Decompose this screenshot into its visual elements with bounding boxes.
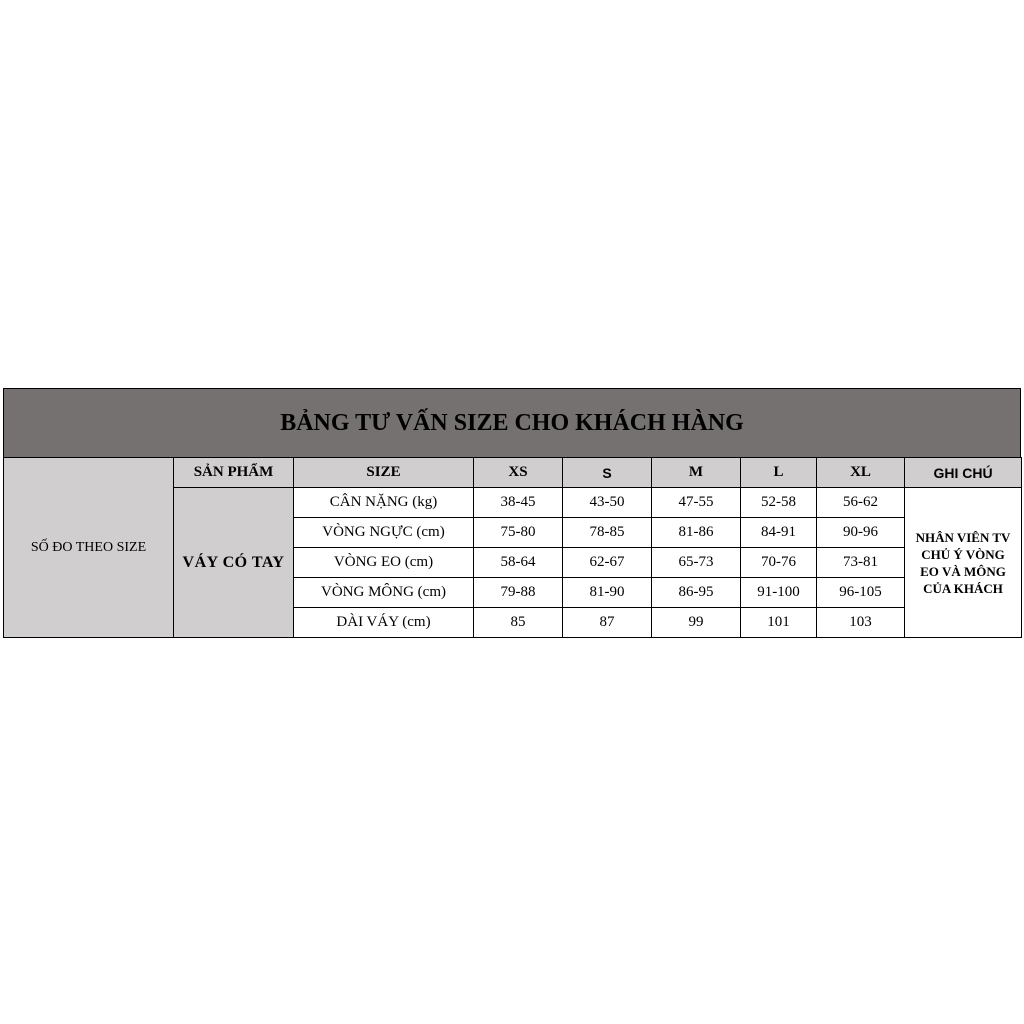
header-note: GHI CHÚ xyxy=(905,458,1022,488)
note-line: NHÂN VIÊN TV xyxy=(915,529,1011,545)
cell-value: 70-76 xyxy=(741,548,817,578)
cell-value: 96-105 xyxy=(817,578,905,608)
cell-value: 90-96 xyxy=(817,518,905,548)
row-label: VÒNG MÔNG (cm) xyxy=(294,578,474,608)
header-size-l: L xyxy=(741,458,817,488)
cell-value: 56-62 xyxy=(817,488,905,518)
cell-value: 81-86 xyxy=(652,518,741,548)
header-size-xs: XS xyxy=(474,458,563,488)
cell-value: 85 xyxy=(474,608,563,638)
row-label: DÀI VÁY (cm) xyxy=(294,608,474,638)
size-table xyxy=(3,457,1022,638)
row-label: VÒNG EO (cm) xyxy=(294,548,474,578)
cell-value: 52-58 xyxy=(741,488,817,518)
header-row xyxy=(4,458,1022,488)
cell-value: 43-50 xyxy=(563,488,652,518)
cell-value: 58-64 xyxy=(474,548,563,578)
note-text xyxy=(905,488,1022,638)
row-label: CÂN NẶNG (kg) xyxy=(294,488,474,518)
cell-value: 47-55 xyxy=(652,488,741,518)
cell-value: 78-85 xyxy=(563,518,652,548)
cell-value: 75-80 xyxy=(474,518,563,548)
cell-value: 86-95 xyxy=(652,578,741,608)
product-name: VÁY CÓ TAY xyxy=(174,488,294,638)
cell-value: 84-91 xyxy=(741,518,817,548)
cell-value: 62-67 xyxy=(563,548,652,578)
note-line: CỦA KHÁCH xyxy=(923,580,1003,596)
header-product: SẢN PHẨM xyxy=(174,458,294,488)
cell-value: 65-73 xyxy=(652,548,741,578)
row-group-label: SỐ ĐO THEO SIZE xyxy=(4,458,174,638)
cell-value: 101 xyxy=(741,608,817,638)
cell-value: 103 xyxy=(817,608,905,638)
size-chart xyxy=(3,388,1021,638)
cell-value: 79-88 xyxy=(474,578,563,608)
cell-value: 99 xyxy=(652,608,741,638)
header-size-s: S xyxy=(563,458,652,488)
cell-value: 91-100 xyxy=(741,578,817,608)
note-line: EO VÀ MÔNG xyxy=(920,563,1006,579)
cell-value: 81-90 xyxy=(563,578,652,608)
note-line: CHỦ Ý VÒNG xyxy=(921,546,1005,562)
header-size-m: M xyxy=(652,458,741,488)
cell-value: 73-81 xyxy=(817,548,905,578)
row-label: VÒNG NGỰC (cm) xyxy=(294,518,474,548)
header-size-xl: XL xyxy=(817,458,905,488)
cell-value: 38-45 xyxy=(474,488,563,518)
chart-title: BẢNG TƯ VẤN SIZE CHO KHÁCH HÀNG xyxy=(3,388,1021,457)
cell-value: 87 xyxy=(563,608,652,638)
header-size: SIZE xyxy=(294,458,474,488)
